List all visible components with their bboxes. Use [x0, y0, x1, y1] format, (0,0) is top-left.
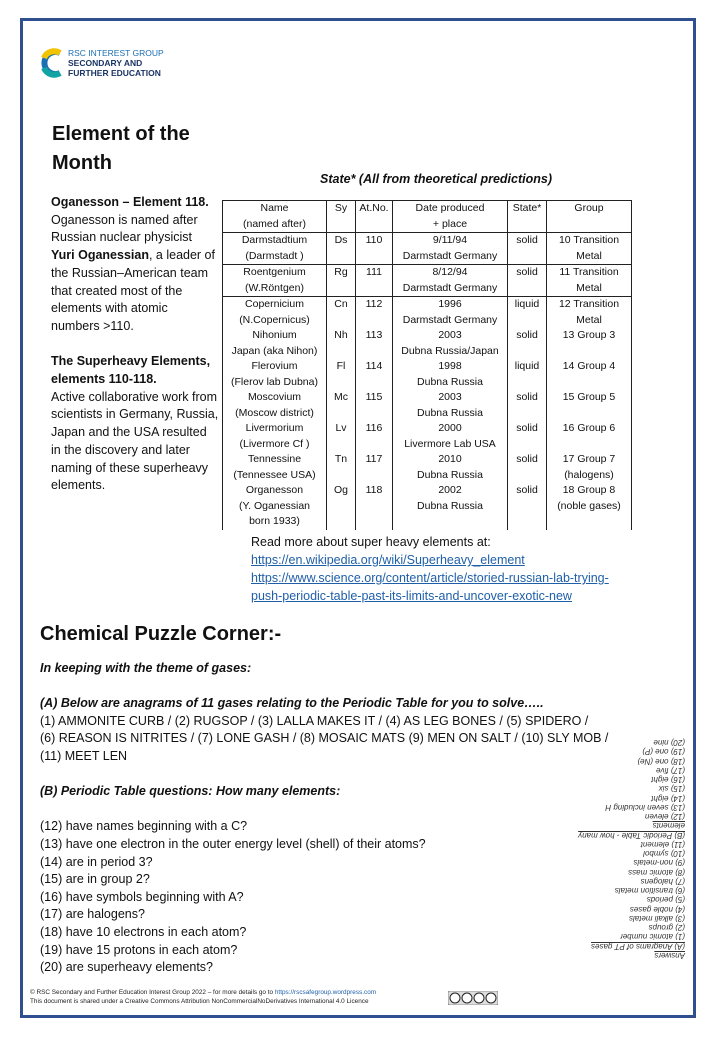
- question-item: (18) have 10 electrons in each atom?: [40, 924, 247, 939]
- puzzle-intro: In keeping with the theme of gases:: [40, 661, 252, 675]
- table-row: Nihonium Japan (aka Nihon) Nh 113 2003 Dubna Russia/Japan solid 13 Group 3: [223, 328, 632, 359]
- question-item: (14) are in period 3?: [40, 854, 153, 869]
- answer-item: (11) element: [640, 840, 685, 849]
- superheavy-paragraph: The Superheavy Elements, elements 110-118. Active collaborative work from scientists in Germany, Russia, Japan and the USA resulted in the discovery and later naming of these superheavy elements.: [51, 354, 219, 493]
- answer-item: (3) alkali metals: [628, 914, 685, 923]
- table-caption: State* (All from theoretical predictions): [320, 172, 552, 186]
- wikipedia-link[interactable]: https://en.wikipedia.org/wiki/Superheavy_element: [251, 553, 525, 567]
- read-more-text: Read more about super heavy elements at:: [251, 535, 491, 549]
- part-a-heading: (A) Below are anagrams of 11 gases relating to the Periodic Table for you to solve…..: [40, 696, 544, 711]
- question-item: (19) have 15 protons in each atom?: [40, 942, 238, 957]
- copyright-line: © RSC Secondary and Further Education Interest Group 2022 – for more details go to https://rscsafegroup.wordpress.com: [30, 989, 377, 996]
- answer-item: (10) symbol: [643, 849, 685, 859]
- answers-a-heading: (A) Anagrams of PT gases: [591, 941, 685, 951]
- answer-item: (20) nine: [653, 738, 685, 748]
- science-link[interactable]: https://www.science.org/content/article/storied-russian-lab-trying- push-periodic-table-past-its-limits-and-uncover-exotic-new: [251, 571, 609, 603]
- group-site-link[interactable]: https://rscsafegroup.wordpress.com: [274, 989, 377, 996]
- answer-item: (14) eight: [651, 793, 685, 803]
- read-more-section: [251, 533, 609, 605]
- superheavy-elements-table: [222, 200, 632, 530]
- table-row: Tennessine (Tennessee USA) Tn 117 2010 Dubna Russia solid 17 Group 7 (halogens): [223, 452, 632, 483]
- answer-item: (5) periods: [646, 895, 685, 905]
- table-row: Roentgenium (W.Röntgen) Rg 111 8/12/94 Darmstadt Germany solid 11 Transition Metal: [223, 265, 632, 297]
- col-atomic-number: At.No.: [356, 201, 393, 233]
- answer-item: (15) six: [658, 784, 685, 794]
- question-item: (13) have one electron in the outer energy level (shell) of their atoms?: [40, 836, 426, 851]
- answer-item: (12) eleven: [644, 812, 685, 822]
- answer-item: (13) seven including H: [605, 803, 685, 812]
- table-row: Flerovium (Flerov lab Dubna) Fl 114 1998 Dubna Russia liquid 14 Group 4: [223, 359, 632, 390]
- question-item: (20) are superheavy elements?: [40, 960, 214, 975]
- answer-item: (4) noble gases: [629, 904, 685, 914]
- answer-item: (6) transition metals: [614, 886, 685, 896]
- col-state: State*: [508, 201, 547, 233]
- footer: [30, 988, 376, 1006]
- col-symbol: Sy: [327, 201, 356, 233]
- answer-item: (1) atomic number: [620, 932, 685, 942]
- element-description: [51, 194, 219, 513]
- answer-item: (17) five: [656, 766, 685, 775]
- title-line-2: Month: [52, 152, 112, 174]
- logo-line-2: SECONDARY AND: [68, 58, 143, 68]
- table-row: Darmstadtium (Darmstadt ) Ds 110 9/11/94 Darmstadt Germany solid 10 Transition Metal: [223, 233, 632, 265]
- answer-item: (19) one (P): [642, 747, 685, 757]
- oganesson-paragraph: Oganesson – Element 118. Oganesson is named after Russian nuclear physicist Yuri Oganessian, a leader of the Russian–American team that created most of the elements with atomic numbers >110.: [51, 195, 215, 333]
- question-item: (12) have names beginning with a C?: [40, 819, 248, 834]
- answers-b-heading: (B) Periodic Table - how many elements: [578, 821, 685, 840]
- logo-line-1: RSC INTEREST GROUP: [68, 48, 164, 58]
- col-name: Name (named after): [223, 201, 327, 233]
- answers-title: Answers: [654, 951, 685, 960]
- answer-item: (18) one (Ne): [637, 756, 685, 766]
- puzzle-title: Chemical Puzzle Corner:-: [40, 623, 282, 645]
- creative-commons-badge-icon: [448, 991, 498, 1005]
- rsc-logo-mark-icon: [40, 48, 66, 78]
- rsc-logo: [40, 48, 180, 80]
- part-b-heading: (B) Periodic Table questions: How many elements:: [40, 784, 341, 799]
- logo-line-3: FURTHER EDUCATION: [68, 68, 161, 78]
- anagram-line: (6) REASON IS NITRITES / (7) LONE GASH / (8) MOSAIC MATS (9) MEN ON SALT / (10) SLY MOB /: [40, 731, 609, 746]
- col-group: Group: [547, 201, 632, 233]
- table-row: Moscovium (Moscow district) Mc 115 2003 Dubna Russia solid 15 Group 5: [223, 390, 632, 421]
- table-row: Organesson (Y. Oganessian born 1933) Og 118 2002 Dubna Russia solid 18 Group 8 (noble gases): [223, 483, 632, 530]
- title-line-1: Element of the: [52, 123, 190, 145]
- element-of-month-title: [52, 120, 222, 178]
- anagram-line: (1) AMMONITE CURB / (2) RUGSOP / (3) LALLA MAKES IT / (4) AS LEG BONES / (5) SPIDERO /: [40, 713, 589, 728]
- answer-item: (7) halogens: [640, 877, 685, 886]
- answer-item: (8) atomic mass: [628, 867, 685, 877]
- question-item: (15) are in group 2?: [40, 872, 150, 887]
- licence-line: This document is shared under a Creative Commons Attribution NonCommercialNoDerivatives International 4.0 Licence: [30, 998, 369, 1005]
- question-item: (17) are halogens?: [40, 907, 145, 922]
- upside-down-answers: [565, 738, 685, 1018]
- table-row: Livermorium (Livermore Cf ) Lv 116 2000 Livermore Lab USA solid 16 Group 6: [223, 421, 632, 452]
- question-item: (16) have symbols beginning with A?: [40, 889, 244, 904]
- answer-item: (2) groups: [648, 923, 685, 933]
- col-date: Date produced + place: [393, 201, 508, 233]
- answer-item: (16) eight: [651, 775, 685, 785]
- answer-item: (9) non-metals: [633, 858, 685, 868]
- anagram-line: (11) MEET LEN: [40, 748, 128, 763]
- table-row: Copernicium (N.Copernicus) Cn 112 1996 Darmstadt Germany liquid 12 Transition Metal: [223, 297, 632, 329]
